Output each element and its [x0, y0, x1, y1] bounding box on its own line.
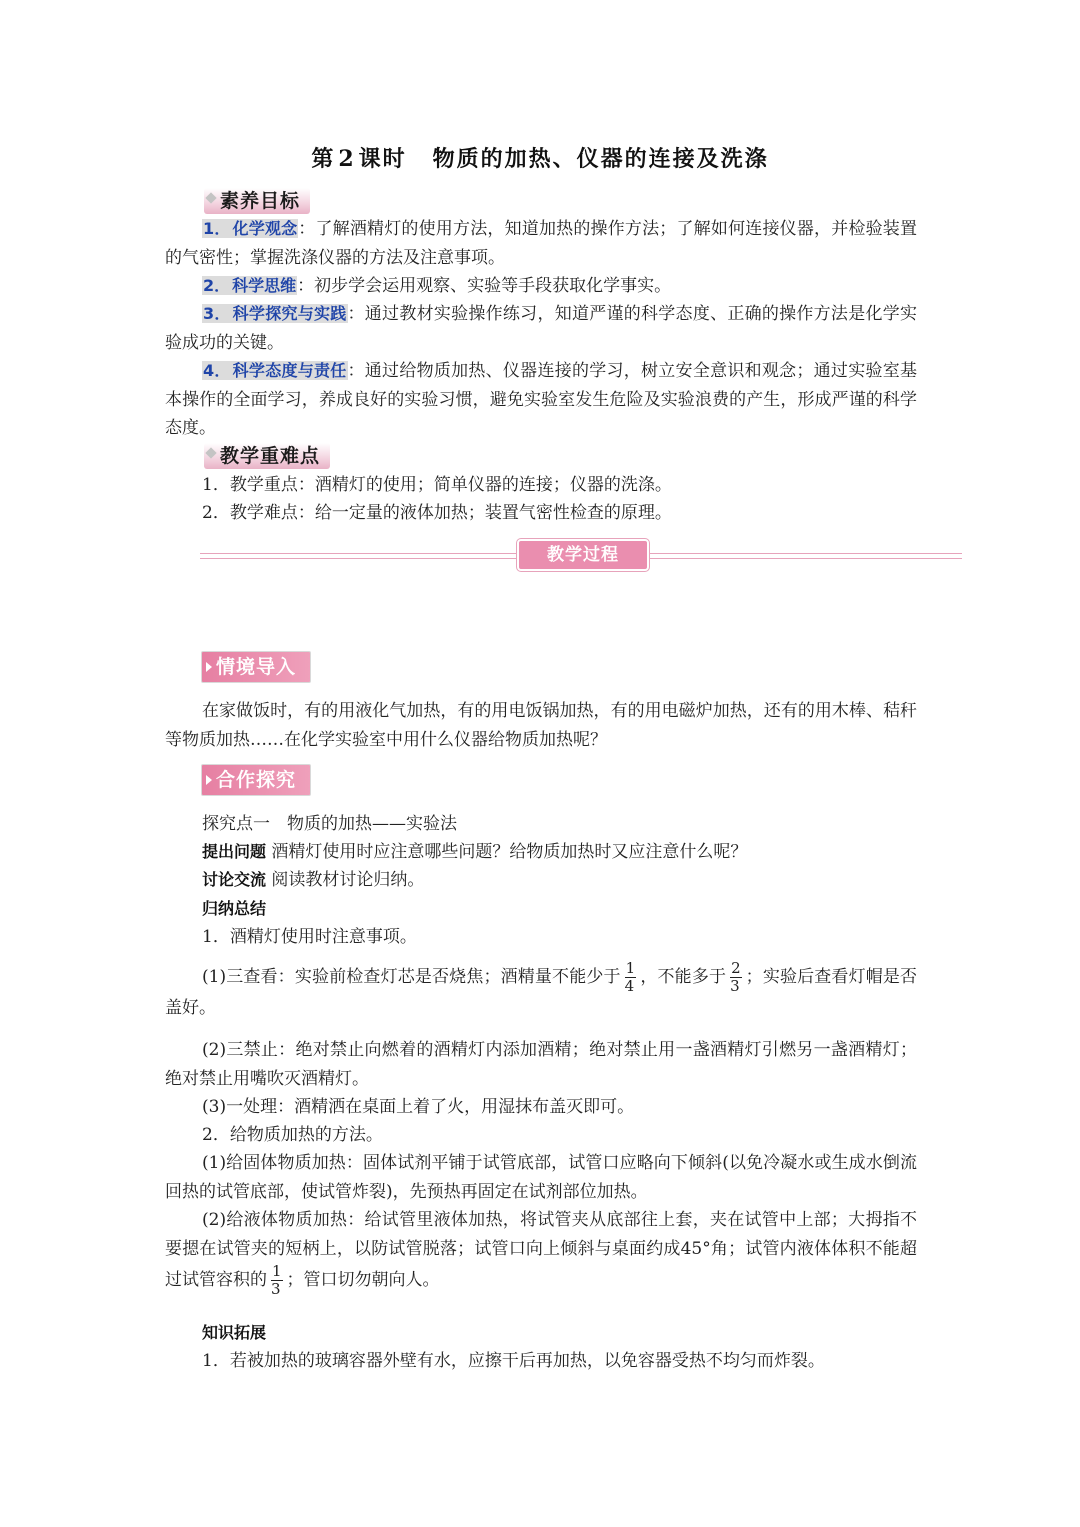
extend-tag: 知识拓展 — [202, 1323, 267, 1342]
fraction-b-numerator: 2 — [731, 959, 741, 977]
summary-item-1: 1．酒精灯使用时注意事项。 — [202, 927, 417, 947]
goal-2-tag: 科学思维 — [232, 276, 297, 295]
goal-2-text: ：初步学会运用观察、实验等手段获取化学事实。 — [297, 276, 672, 296]
extend-item-1: 1．若被加热的玻璃容器外壁有水，应擦干后再加热，以免容器受热不均匀而炸裂。 — [202, 1351, 825, 1371]
handle-rule: (3)一处理：酒精洒在桌面上着了火，用湿抹布盖灭即可。 — [202, 1097, 635, 1117]
check-text-c: ；实验后查看灯帽是否盖好。 — [165, 967, 918, 1018]
check-text-a: (1)三查看：实验前检查灯芯是否烧焦；酒精量不能少于 — [202, 967, 621, 987]
goal-3-tag: 科学探究与实践 — [232, 304, 347, 323]
key-point-1: 1．教学重点：酒精灯的使用；简单仪器的连接；仪器的洗涤。 — [202, 475, 672, 495]
title-number: 2 — [338, 146, 356, 172]
summary-tag: 归纳总结 — [202, 899, 267, 918]
intro-text: 在家做饭时，有的用液化气加热，有的用电饭锅加热，有的用电磁炉加热，还有的用木棒、秸秆等物质加热……在化学实验室中用什么仪器给物质加热呢？ — [165, 701, 917, 750]
extend-line — [202, 1319, 917, 1348]
goal-4 — [165, 357, 917, 443]
goal-3 — [165, 300, 917, 357]
discuss-tag: 讨论交流 — [202, 870, 267, 889]
fraction-b-denominator: 3 — [730, 977, 740, 995]
goal-3-number: 3． — [203, 304, 231, 323]
liquid-text-b: ；管口切勿朝向人。 — [286, 1270, 440, 1290]
question-line — [202, 838, 917, 867]
goal-1-text: ：了解酒精灯的使用方法，知道加热的操作方法；了解如何连接仪器，并检验装置的气密性；掌握洗涤仪器的方法及注意事项。 — [165, 219, 917, 268]
ban-rule: (2)三禁止：绝对禁止向燃着的酒精灯内添加酒精；绝对禁止用一盏酒精灯引燃另一盏酒精灯；绝对禁止用嘴吹灭酒精灯。 — [165, 1040, 917, 1089]
summary-item-2: 2．给物质加热的方法。 — [202, 1125, 383, 1145]
fraction-c-denominator: 3 — [271, 1280, 281, 1298]
goal-4-text: ：通过给物质加热、仪器连接的学习，树立安全意识和观念；通过实验室基本操作的全面学习，养成良好的实验习惯，避免实验室发生危险及实验浪费的产生，形成严谨的科学态度。 — [165, 361, 917, 438]
title-lesson: 课时 — [358, 146, 407, 172]
question-text: 酒精灯使用时应注意哪些问题？给物质加热时又应注意什么呢？ — [271, 842, 748, 862]
key-points-heading: 教学重难点 — [204, 443, 330, 469]
check-rule — [165, 960, 917, 1021]
discuss-text: 阅读教材讨论归纳。 — [271, 870, 425, 890]
fraction-two-thirds — [730, 960, 742, 995]
check-text-b: ，不能多于 — [640, 967, 727, 987]
question-tag: 提出问题 — [202, 842, 267, 861]
solid-heating: (1)给固体物质加热：固体试剂平铺于试管底部，试管口应略向下倾斜(以免冷凝水或生成水倒流回热的试管底部，使试管炸裂)，先预热再固定在试剂部位加热。 — [165, 1153, 917, 1202]
process-heading: 教学过程 — [517, 539, 649, 571]
explore-heading: 合作探究 — [201, 764, 311, 796]
goals-heading: 素养目标 — [204, 188, 310, 214]
discuss-line — [202, 866, 917, 895]
fraction-a-numerator: 1 — [625, 959, 636, 977]
explore-point-one: 探究点一 物质的加热——实验法 — [202, 814, 457, 834]
goal-4-tag: 科学态度与责任 — [232, 361, 347, 380]
intro-heading: 情境导入 — [201, 651, 311, 683]
fraction-c-numerator: 1 — [272, 1262, 282, 1280]
summary-line — [202, 895, 917, 924]
title-subject: 物质的加热、仪器的连接及洗涤 — [432, 146, 769, 172]
goal-1-number: 1． — [203, 219, 231, 238]
liquid-heating — [165, 1206, 917, 1298]
goal-2-number: 2． — [203, 276, 231, 295]
goal-3-text: ：通过教材实验操作练习，知道严谨的科学态度、正确的操作方法是化学实验成功的关键。 — [165, 304, 917, 353]
lesson-title — [0, 142, 1080, 173]
fraction-a-denominator: 4 — [624, 977, 635, 995]
fraction-one-third — [271, 1263, 283, 1298]
liquid-text-a: (2)给液体物质加热：给试管里液体加热，将试管夹从底部往上套，夹在试管中上部；大拇指不要摁在试管夹的短柄上，以防试管脱落；试管口向上倾斜与桌面约成45°角；试管内液体体积不能超过试管容积的 — [165, 1210, 917, 1290]
goal-2 — [165, 272, 917, 301]
key-point-2: 2．教学难点：给一定量的液体加热；装置气密性检查的原理。 — [202, 503, 672, 523]
goal-1-tag: 化学观念 — [232, 219, 298, 238]
goal-1 — [165, 215, 917, 272]
title-prefix: 第 — [311, 146, 336, 172]
goal-4-number: 4． — [203, 361, 231, 380]
fraction-one-quarter — [625, 960, 637, 995]
